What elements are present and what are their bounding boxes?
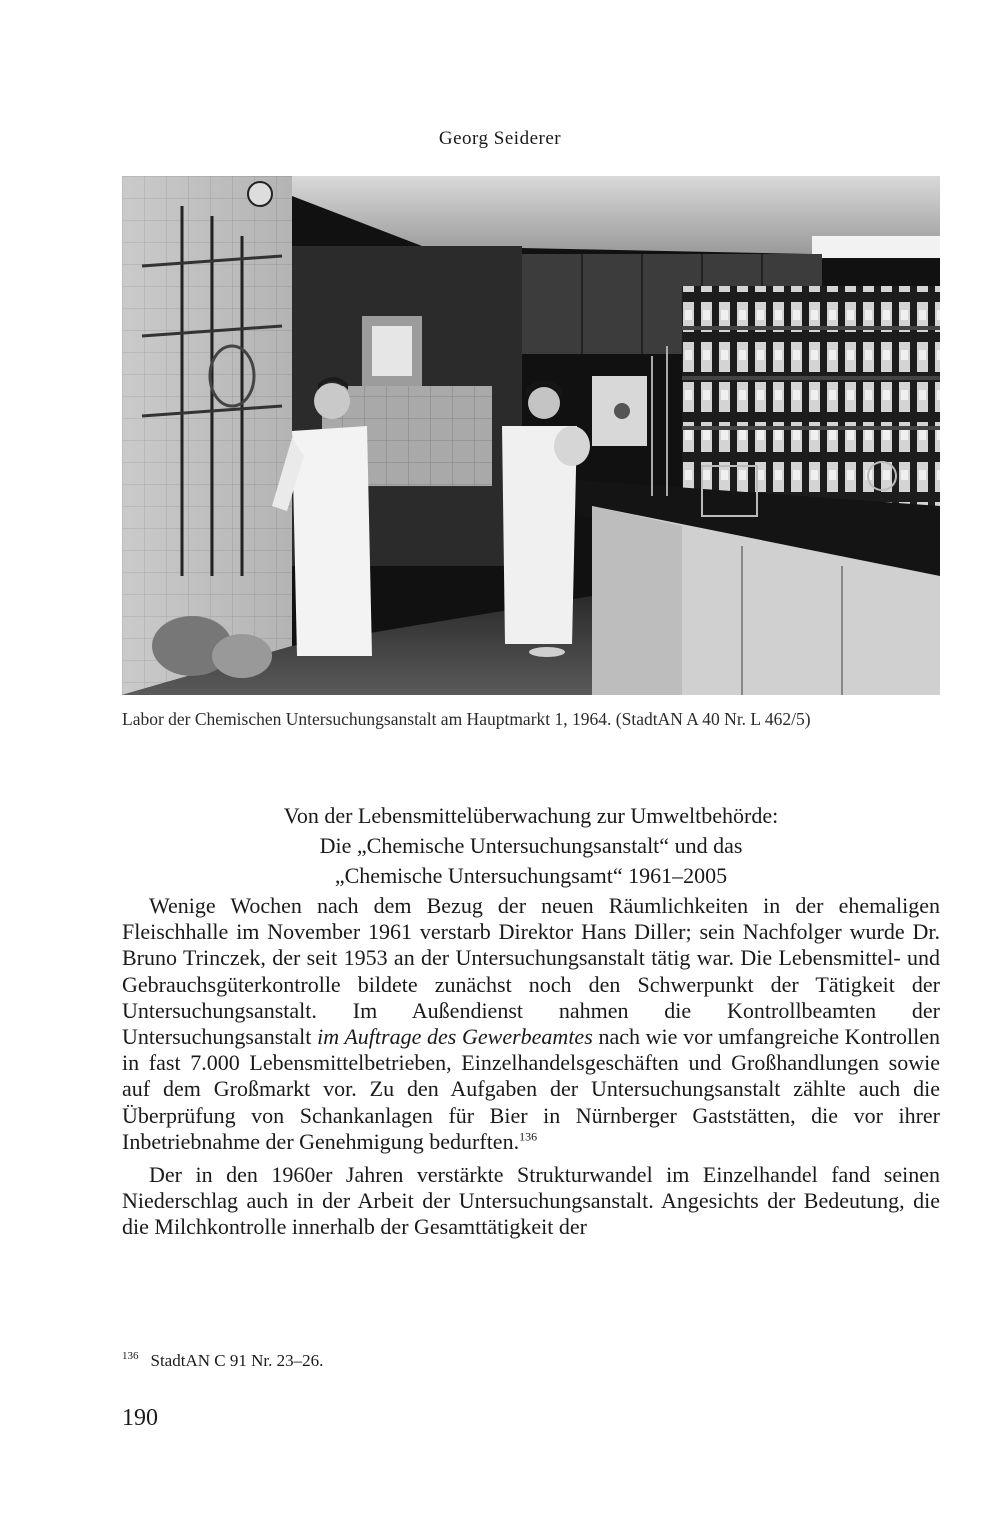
section-heading-line: „Chemische Untersuchungsamt“ 1961–2005	[334, 863, 728, 888]
paragraph-text: Wenige Wochen nach dem Bezug der neuen Räumlichkeiten in der ehemaligen Fleischhalle im November 1961 verstarb Direktor Hans Diller; sein Nachfolger wurde Dr. Bruno Trinczek, der seit 1953 an der Untersuchungsanstalt tätig war. Die Lebensmittel- und Gebrauchsgüterkontrolle bildete zunächst noch den Schwerpunkt der Tätigkeit der Untersuchungsanstalt. Im Außendienst nahmen die Kontrollbeamten der Untersuchungsanstalt	[122, 893, 940, 1050]
laboratory-photo-illustration	[122, 176, 940, 695]
section-heading	[122, 801, 940, 891]
footnote-mark: 136	[122, 1350, 139, 1363]
paragraph: Der in den 1960er Jahren verstärkte Strukturwandel im Einzelhandel fand seinen Niederschlag auch in der Arbeit der Untersuchungsanstalt. Angesichts der Bedeutung, die die Milchkontrolle innerhalb der Gesamttätigkeit der	[122, 1162, 940, 1240]
footnote-text: StadtAN C 91 Nr. 23–26.	[150, 1351, 324, 1370]
section-heading-line: Die „Chemische Untersuchungsanstalt“ und das	[319, 833, 743, 858]
laboratory-photo	[122, 176, 940, 695]
paragraph-text: nach wie vor umfangreiche Kontrollen in fast 7.000 Lebensmittelbetrieben, Einzelhandelsgeschäften und Großhandlungen sowie auf dem Großmarkt vor. Zu den Aufgaben der Untersuchungsanstalt zählte auch die Überprüfung von Schankanlagen für Bier in Nürnberger Gaststätten, die vor ihrer Inbetriebnahme der Genehmigung bedurften.	[122, 1024, 940, 1154]
page-number: 190	[122, 1405, 158, 1431]
body-text	[122, 893, 940, 1241]
paragraph	[122, 893, 940, 1155]
running-head: Georg Seiderer	[438, 128, 562, 149]
footnote-reference[interactable]: 136	[519, 1129, 538, 1144]
italic-phrase: im Auftrage des Gewerbeamtes	[317, 1024, 593, 1050]
footnote	[122, 1351, 940, 1371]
photo-caption: Labor der Chemischen Untersuchungsanstalt am Hauptmarkt 1, 1964. (StadtAN A 40 Nr. L 462/5)	[122, 709, 811, 729]
section-heading-line: Von der Lebensmittelüberwachung zur Umweltbehörde:	[283, 803, 779, 828]
